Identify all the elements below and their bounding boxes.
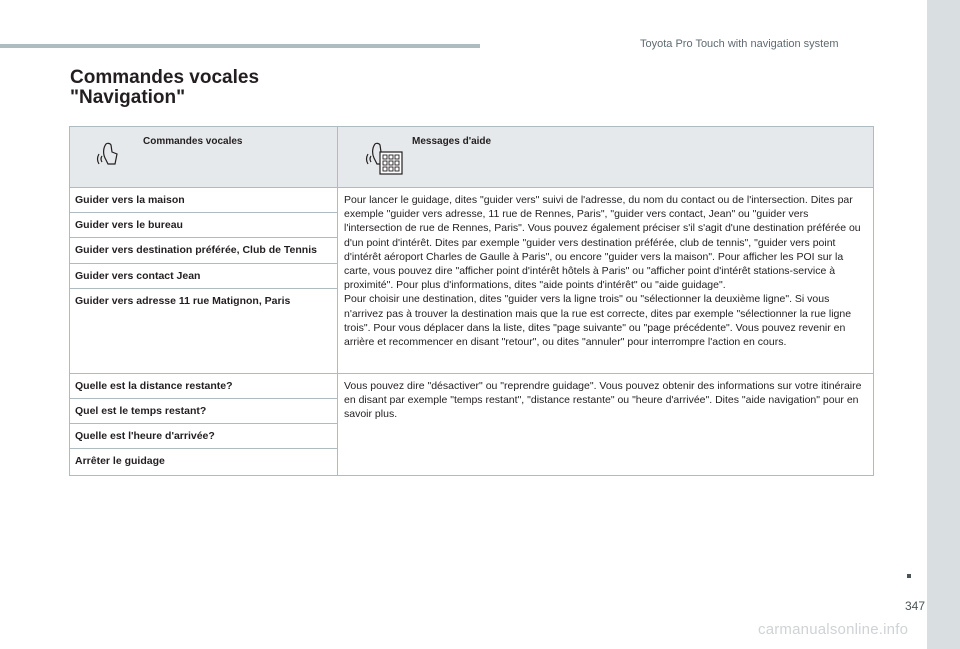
page-number: 347 (905, 599, 926, 613)
command-cell: Arrêter le guidage (70, 449, 338, 476)
header-label-help: Messages d'aide (412, 136, 492, 147)
page-title (70, 68, 259, 108)
command-cell: Guider vers la maison (70, 188, 338, 213)
header-label-commands: Commandes vocales (143, 136, 243, 147)
side-tab-bar (927, 0, 960, 649)
header-cell-commands (70, 127, 338, 188)
help-text-navigation: Pour lancer le guidage, dites "guider vers" suivi de l'adresse, du nom du contact ou de l'intersection. Dites par exemple "guider vers adresse, 11 rue de Rennes, Paris", "guider vers contact, Jean" ou "guider vers l'intersection de rue de Rennes, Paris". Vous pouvez également préciser s'il s'agit d'une destination préférée ou d'un point d'intérêt. Dites par exemple "guider vers destination préférée, club de tennis", "guider vers point d'intérêt aéroport Charles de Gaulle à Paris", ou encore "guider vers la maison". Pour afficher les POI sur la carte, vous pouvez dire "afficher point d'intérêt hôtels à Paris" ou "afficher point d'intérêt stations-service à proximité". Pour plus d'informations, dites "aide points d'intérêt" ou "aide guidage". Pour choisir une destination, dites "guider vers la ligne trois" ou "sélectionner la deuxième ligne". Si vous n'arrivez pas à trouver la destination mais que la rue est correcte, dites par exemple "sélectionner la rue ligne trois". Pour vous déplacer dans la liste, dites "page suivante" ou "page précédente". Vous pouvez revenir en arrière et recommencer en disant "retour", ou dites "annuler" pour interrompre l'action en cours. (338, 188, 874, 374)
voice-commands-table (69, 126, 874, 476)
header-cell-help (338, 127, 874, 188)
voice-command-icon (93, 140, 123, 175)
header-rule (0, 44, 480, 48)
command-cell: Quelle est la distance restante? (70, 373, 338, 398)
command-cell: Quel est le temps restant? (70, 399, 338, 424)
command-cell: Guider vers le bureau (70, 213, 338, 238)
page-marker-dot (907, 574, 911, 578)
command-cell: Guider vers adresse 11 rue Matignon, Paris (70, 288, 338, 373)
help-text-guidance: Vous pouvez dire "désactiver" ou "reprendre guidage". Vous pouvez obtenir des informations sur votre itinéraire en disant par exemple "temps restant", "distance restante" ou "heure d'arrivée". Dites "aide navigation" pour en savoir plus. (338, 373, 874, 476)
table-row (70, 188, 874, 213)
page-title-line2: "Navigation" (70, 87, 186, 108)
watermark: carmanualsonline.info (758, 621, 909, 638)
command-cell: Guider vers contact Jean (70, 263, 338, 288)
table-header-row (70, 127, 874, 188)
page-title-line1: Commandes vocales (70, 67, 260, 88)
command-cell: Guider vers destination préférée, Club de Tennis (70, 238, 338, 263)
running-header: Toyota Pro Touch with navigation system (640, 38, 839, 50)
help-messages-icon (362, 140, 406, 181)
table-row (70, 373, 874, 398)
command-cell: Quelle est l'heure d'arrivée? (70, 424, 338, 449)
